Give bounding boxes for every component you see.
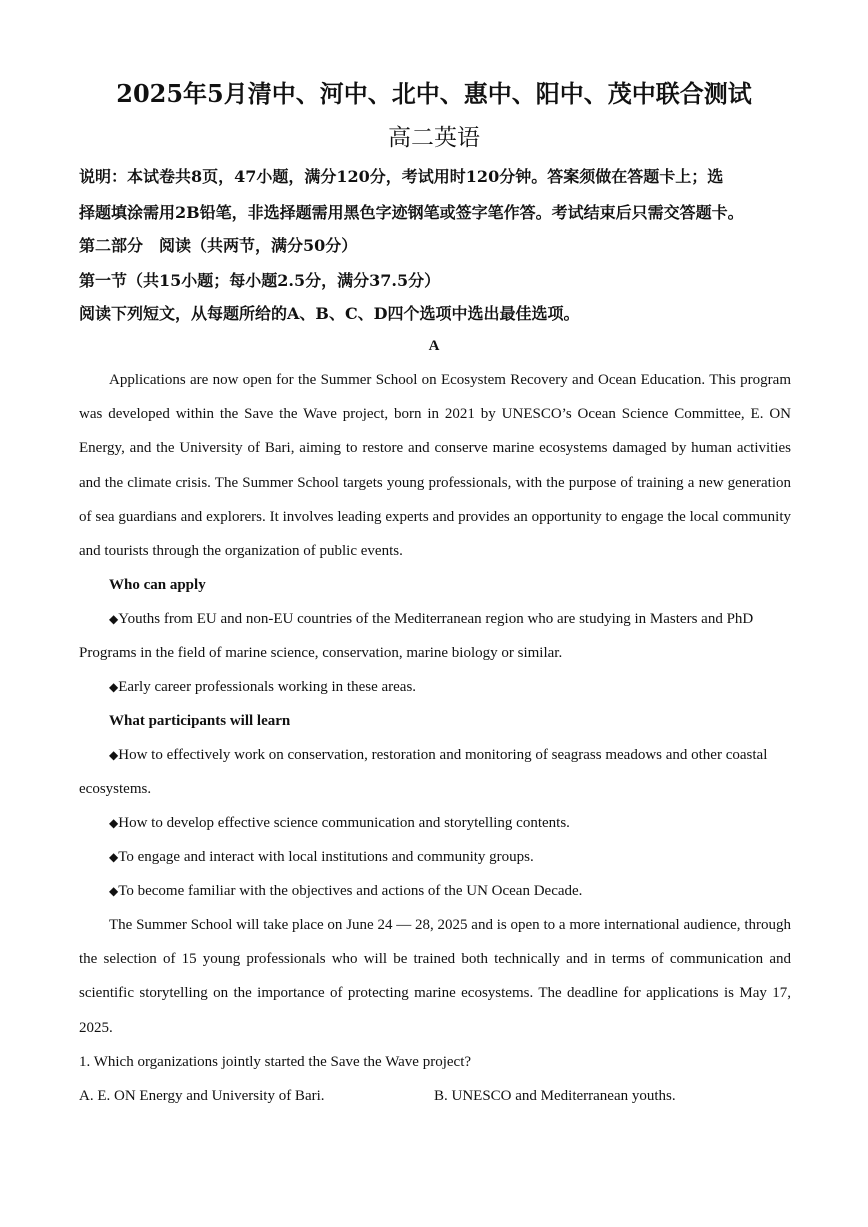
bullet-icon: ◆ bbox=[109, 612, 119, 626]
bullet-icon: ◆ bbox=[109, 748, 119, 762]
learn-item-1-text: How to effectively work on conservation, restoration and monitoring of seagrass meadows and other coastal ecosystems. bbox=[79, 747, 768, 798]
who-can-apply-heading: Who can apply bbox=[109, 577, 206, 593]
learn-item-3 bbox=[79, 840, 791, 874]
who-item-1 bbox=[79, 602, 791, 670]
learn-item-3-text: To engage and interact with local institutions and community groups. bbox=[118, 849, 534, 865]
passage-letter: A bbox=[428, 338, 440, 354]
instructions-line-2: 择题填涂需用2B铅笔，非选择题需用黑色字迹钢笔或签字笔作答。考试结束后只需交答题卡。 bbox=[79, 203, 744, 222]
instructions-line-1: 说明：本试卷共8页，47小题，满分120分，考试用时120分钟。答案须做在答题卡上；选 bbox=[79, 167, 724, 186]
learn-item-4 bbox=[79, 874, 791, 908]
part-heading: 第二部分 阅读（共两节，满分50分） bbox=[79, 236, 358, 255]
learn-item-4-text: To become familiar with the objectives and actions of the UN Ocean Decade. bbox=[118, 883, 583, 899]
learn-item-2 bbox=[79, 806, 791, 840]
bullet-icon: ◆ bbox=[109, 680, 119, 694]
question-1-option-b[interactable]: B. UNESCO and Mediterranean youths. bbox=[434, 1088, 676, 1104]
bullet-icon: ◆ bbox=[109, 884, 119, 898]
who-item-1-text: Youths from EU and non-EU countries of the Mediterranean region who are studying in Masters and PhD Programs in the field of marine science, conservation, marine biology or similar. bbox=[79, 611, 754, 662]
question-1-option-a[interactable]: A. E. ON Energy and University of Bari. bbox=[79, 1088, 325, 1104]
reading-directions: 阅读下列短文，从每题所给的A、B、C、D四个选项中选出最佳选项。 bbox=[79, 304, 580, 323]
passage-closing: The Summer School will take place on June 24 — 28, 2025 and is open to a more international audience, through the selection of 15 young professionals who will be trained both technically and in terms of communication and scientific storytelling on the importance of protecting marine ecosystems. The deadline for applications is May 17, 2025. bbox=[79, 917, 791, 1036]
what-participants-learn-heading: What participants will learn bbox=[109, 713, 291, 729]
passage-intro: Applications are now open for the Summer School on Ecosystem Recovery and Ocean Education. This program was developed within the Save the Wave project, born in 2021 by UNESCO’s Ocean Science Committee, E. ON Energy, and the University of Bari, aiming to restore and conserve marine ecosystems damaged by human activities and the climate crisis. The Summer School targets young professionals, with the purpose of training a new generation of sea guardians and explorers. It involves leading experts and provides an opportunity to engage the local community and tourists through the organization of public events. bbox=[79, 372, 791, 560]
learn-item-2-text: How to develop effective science communication and storytelling contents. bbox=[118, 815, 570, 831]
who-item-2-text: Early career professionals working in these areas. bbox=[118, 679, 417, 695]
exam-title: 2025年5月清中、河中、北中、惠中、阳中、茂中联合测试 bbox=[116, 79, 752, 108]
bullet-icon: ◆ bbox=[109, 850, 119, 864]
exam-subtitle: 高二英语 bbox=[388, 125, 480, 151]
section-heading: 第一节（共15小题；每小题2.5分，满分37.5分） bbox=[79, 271, 441, 290]
bullet-icon: ◆ bbox=[109, 816, 119, 830]
learn-item-1 bbox=[79, 738, 791, 806]
who-item-2 bbox=[79, 670, 791, 704]
question-1-stem: 1. Which organizations jointly started the Save the Wave project? bbox=[79, 1054, 472, 1070]
